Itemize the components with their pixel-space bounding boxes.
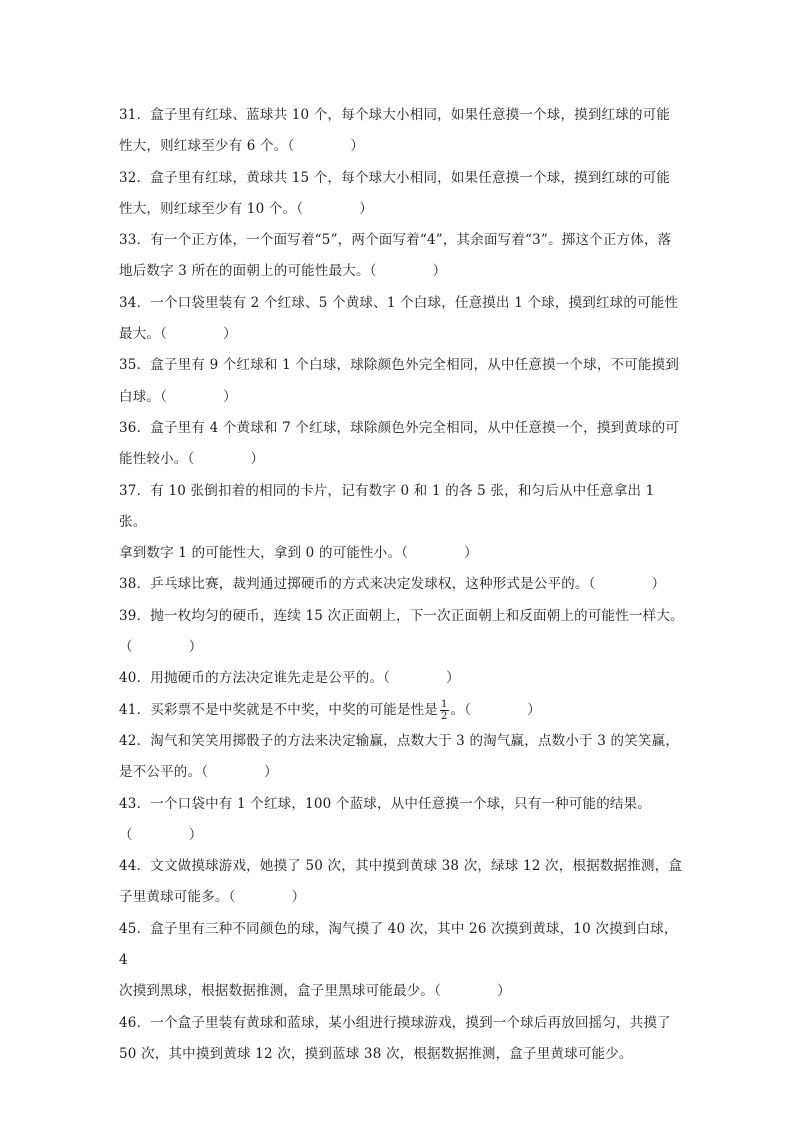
answer-blank[interactable] <box>133 632 189 663</box>
question-46-line-2 <box>119 1039 685 1070</box>
question-39-line-2 <box>119 632 685 663</box>
question-44-line-1 <box>119 851 685 882</box>
closing-paren: ） <box>188 639 203 656</box>
question-35-line-2 <box>119 382 685 413</box>
question-text-after-fraction: 。（ <box>450 701 472 718</box>
question-33-line-1 <box>119 225 685 256</box>
question-text: 是不公平的。（ <box>119 764 209 781</box>
question-41-line-1 <box>119 695 685 726</box>
question-text: 地后数字 3 所在的面朝上的可能性最大。（ <box>119 263 377 280</box>
question-39-line-1 <box>119 601 685 632</box>
closing-paren: ） <box>497 983 511 1000</box>
question-37-line-2 <box>119 538 685 569</box>
question-text: 32．盒子里有红球，黄球共 15 个，每个球大小相同，如果任意摸一个球，摸到红球的可能 <box>119 169 671 186</box>
question-31-line-2 <box>119 131 685 162</box>
closing-paren: ） <box>223 388 237 405</box>
question-32-line-1 <box>119 163 685 194</box>
question-35-line-1 <box>119 350 685 381</box>
answer-blank[interactable] <box>303 194 359 225</box>
question-45-line-1 <box>119 914 685 977</box>
closing-paren: ） <box>446 670 460 687</box>
question-text: 38．乒乓球比赛，裁判通过掷硬币的方式来决定发球权，这种形式是公平的。（ <box>119 576 596 593</box>
question-text: 37．有 10 张倒扣着的相同的卡片，记有数字 0 和 1 的各 5 张，和匀后从中任意拿出 1 张。 <box>119 482 655 530</box>
question-45-line-2 <box>119 976 685 1007</box>
question-32-line-2 <box>119 194 685 225</box>
question-text: 34．一个口袋里装有 2 个红球、5 个黄球、1 个白球，任意摸出 1 个球，摸到红球的可能性 <box>119 294 679 311</box>
question-text: 性大，则红球至少有 10 个。（ <box>119 200 304 217</box>
question-text: 50 次，其中摸到黄球 12 次，摸到蓝球 38 次，根据数据推测，盒子里黄球可能少。 <box>119 1045 633 1062</box>
question-36-line-1 <box>119 413 685 444</box>
question-text: 46．一个盒子里装有黄球和蓝球，某小组进行摸球游戏，摸到一个球后再放回摇匀，共摸了 <box>119 1014 671 1031</box>
question-text: （ <box>119 826 133 843</box>
question-40-line-1 <box>119 663 685 694</box>
question-33-line-2 <box>119 256 685 287</box>
question-34-line-2 <box>119 319 685 350</box>
closing-paren: ） <box>188 826 203 843</box>
question-text: 白球。（ <box>119 388 168 405</box>
answer-blank[interactable] <box>390 663 446 694</box>
answer-blank[interactable] <box>133 820 189 851</box>
question-text: 拿到数字 1 的可能性大，拿到 0 的可能性小。（ <box>119 545 409 562</box>
answer-blank[interactable] <box>596 569 652 600</box>
closing-paren: ） <box>350 138 365 155</box>
answer-blank[interactable] <box>236 882 292 913</box>
fraction <box>440 699 449 722</box>
question-31-line-1 <box>119 100 685 131</box>
question-43-line-2 <box>119 820 685 851</box>
answer-blank[interactable] <box>208 757 264 788</box>
question-text: 43．一个口袋中有 1 个红球，100 个蓝球，从中任意摸一个球，只有一种可能的结果。 <box>119 795 652 812</box>
question-text: 最大。（ <box>119 326 168 343</box>
closing-paren: ） <box>432 263 447 280</box>
question-list <box>119 100 685 1070</box>
question-text: 31．盒子里有红球、蓝球共 10 个，每个球大小相同，如果任意摸一个球，摸到红球的可能 <box>119 107 671 123</box>
question-text: （ <box>119 639 133 656</box>
question-text: 39．抛一枚均匀的硬币，连续 15 次正面朝上，下一次正面朝上和反面朝上的可能性一样大。 <box>119 607 684 624</box>
question-34-line-1 <box>119 288 685 319</box>
closing-paren: ） <box>527 701 541 718</box>
closing-paren: ） <box>264 764 278 781</box>
closing-paren: ） <box>651 576 666 593</box>
question-text: 次摸到黑球，根据数据推测，盒子里黑球可能最少。（ <box>119 983 442 1000</box>
question-text: 性大，则红球至少有 6 个。（ <box>119 138 295 155</box>
answer-blank[interactable] <box>294 131 350 162</box>
question-text: 36．盒子里有 4 个黄球和 7 个红球，球除颜色外完全相同，从中任意摸一个，摸到黄球的可 <box>119 419 680 436</box>
answer-blank[interactable] <box>377 256 433 287</box>
answer-blank[interactable] <box>194 444 250 475</box>
closing-paren: ） <box>250 451 265 468</box>
fraction-denominator: 2 <box>440 710 448 722</box>
question-43-line-1 <box>119 789 685 820</box>
question-text: 42．淘气和笑笑用掷骰子的方法来决定输赢，点数大于 3 的淘气赢，点数小于 3 的笑笑赢， <box>119 732 680 749</box>
question-text: 44．文文做摸球游戏，她摸了 50 次，其中摸到黄球 38 次，绿球 12 次，根据数据推测，盒 <box>119 858 683 875</box>
closing-paren: ） <box>359 200 373 217</box>
question-44-line-2 <box>119 882 685 913</box>
answer-blank[interactable] <box>441 976 497 1007</box>
closing-paren: ） <box>291 889 306 906</box>
question-42-line-1 <box>119 726 685 757</box>
closing-paren: ） <box>223 326 237 343</box>
question-text: 能性较小。（ <box>119 451 195 468</box>
question-text: 45．盒子里有三种不同颜色的球，淘气摸了 40 次，其中 26 次摸到黄球，10 次摸到白球，4 <box>119 920 678 969</box>
closing-paren: ） <box>464 545 478 562</box>
question-37-line-1 <box>119 476 685 539</box>
question-text: 35．盒子里有 9 个红球和 1 个白球，球除颜色外完全相同，从中任意摸一个球，不可能摸到 <box>119 357 680 374</box>
question-text: 子里黄球可能多。（ <box>119 889 236 906</box>
question-36-line-2 <box>119 444 685 475</box>
answer-blank[interactable] <box>167 319 223 350</box>
question-text: 40．用抛硬币的方法决定谁先走是公平的。（ <box>119 670 391 687</box>
answer-blank[interactable] <box>167 382 223 413</box>
question-text: 33．有一个正方体，一个面写着“5”，两个面写着“4”，其余面写着“3”。掷这个正方体，落 <box>119 232 672 249</box>
answer-blank[interactable] <box>471 695 527 726</box>
fraction-numerator: 1 <box>440 698 448 710</box>
question-text: 41．买彩票不是中奖就是不中奖，中奖的可能是性是 <box>119 701 438 718</box>
question-46-line-1 <box>119 1008 685 1039</box>
answer-blank[interactable] <box>408 538 464 569</box>
question-38-line-1 <box>119 569 685 600</box>
question-42-line-2 <box>119 757 685 788</box>
